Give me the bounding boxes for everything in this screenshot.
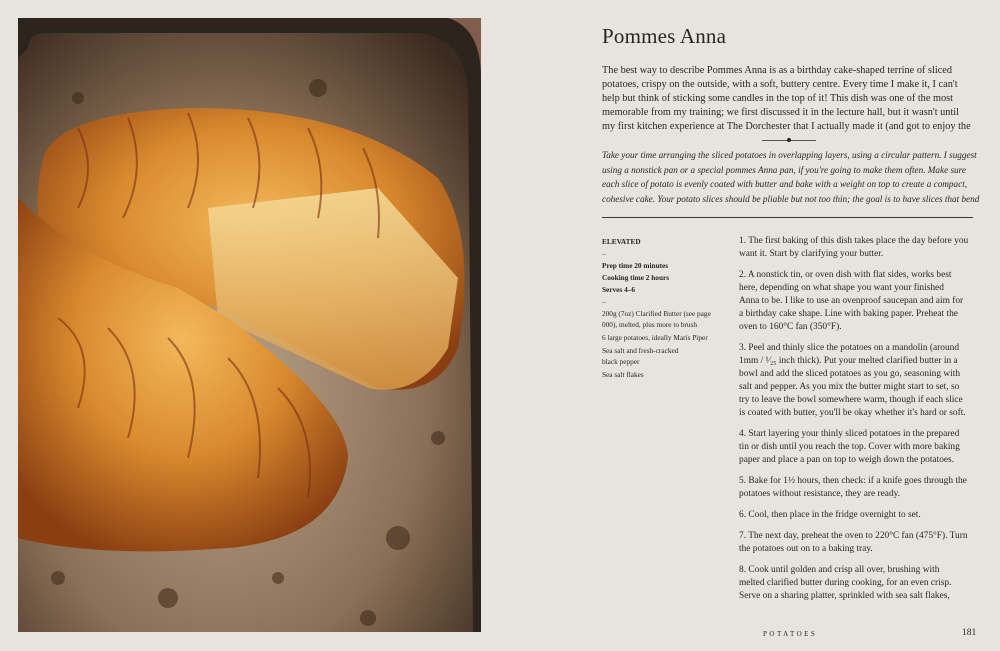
step-line: Serve on a sharing platter, sprinkled with sea salt flakes, (739, 591, 950, 601)
page-number: 181 (962, 628, 977, 638)
ingredient-line: black pepper (602, 357, 640, 366)
tip-line: using a nonstick pan or a special pommes Anna pan, if you're going to make them often. Make sure (602, 164, 966, 175)
step-line: melted clarified butter during cooking, for an even crisp. (739, 578, 952, 588)
step-line: oven to 160°C fan (350°F). (739, 322, 842, 332)
ingredient-line: 000), melted, plus more to brush (602, 320, 698, 329)
separator: – (602, 249, 606, 258)
method-step (739, 564, 968, 603)
tip-line: cohesive cake. Your potato slices should be pliable but not too thin; the goal is to have slices that bend (602, 193, 980, 204)
method-step (739, 342, 968, 420)
step-line: 6. Cool, then place in the fridge overnight to set. (739, 510, 921, 520)
step-line: a birthday cake shape. Line with baking paper. Preheat the (739, 309, 958, 319)
intro-line: The best way to describe Pommes Anna is as a birthday cake-shaped terrine of sliced (602, 65, 952, 76)
step-line: 1. The first baking of this dish takes place the day before you (739, 236, 969, 246)
step-line: want it. Start by clarifying your butter. (739, 249, 884, 259)
method-step (739, 475, 968, 501)
method-step (739, 509, 968, 522)
ornament-divider (762, 139, 816, 142)
step-line: the potatoes out on to a baking tray. (739, 544, 873, 554)
step-line: 7. The next day, preheat the oven to 220°C fan (475°F). Turn (739, 531, 968, 541)
step-line: potatoes without resistance, they are ready. (739, 489, 901, 499)
ingredient-item (602, 345, 732, 367)
step-line: salt and pepper. As you mix the butter might start to set, so (739, 382, 960, 392)
recipe-title: Pommes Anna (602, 24, 727, 48)
intro-line: help but think of sticking some candles in the top of it! This dish was one of the most (602, 93, 954, 104)
step-line: 1mm / ¹⁄₂₅ inch thick). Put your melted clarified butter in a (739, 356, 958, 366)
tip-line: Take your time arranging the sliced potatoes in overlapping layers, using a circular pattern. I suggest (602, 150, 977, 160)
ingredient-item (602, 369, 732, 380)
ingredient-line: Sea salt and fresh-cracked (602, 346, 679, 355)
intro-line: memorable from my training; we first discussed it in the lecture hall, but it wasn't until (602, 107, 960, 118)
cooking-time: Cooking time 2 hours (602, 273, 670, 282)
ingredient-line: 200g (7oz) Clarified Butter (see page (602, 309, 711, 318)
method-step (739, 428, 968, 467)
difficulty-level: ELEVATED (602, 237, 641, 246)
step-line: try to leave the bowl somewhere warm, though if each slice (739, 395, 963, 405)
method-steps (739, 235, 968, 611)
intro-line: potatoes, crispy on the outside, with a soft, buttery centre. Every time I make it, I can't (602, 79, 958, 90)
step-line: tin or dish until you reach the top. Cover with more baking (739, 442, 960, 452)
method-step (739, 235, 968, 261)
step-line: Anna to be. I like to use an ovenproof saucepan and aim for (739, 296, 964, 306)
separator: – (602, 297, 606, 306)
step-line: paper and place a pan on top to weigh down the potatoes. (739, 455, 955, 465)
chapter-footer: POTATOES (763, 630, 818, 638)
method-step (739, 269, 968, 334)
ingredient-item (602, 332, 732, 343)
serves: Serves 4–6 (602, 285, 636, 294)
section-rule (602, 217, 973, 218)
tip-line: each slice of potato is evenly coated with butter and bake with a weight on top to create a compact, (602, 179, 968, 189)
ingredient-item (602, 308, 732, 330)
prep-time: Prep time 20 minutes (602, 261, 669, 270)
intro-line: my first kitchen experience at The Dorchester that I actually made it (and got to enjoy the (602, 121, 971, 132)
recipe-meta (602, 236, 732, 382)
pommes-anna-photo (18, 18, 481, 632)
method-step (739, 530, 968, 556)
step-line: here, depending on what shape you want your finished (739, 283, 944, 293)
ingredient-line: 6 large potatoes, ideally Maris Piper (602, 333, 708, 342)
step-line: 4. Start layering your thinly sliced potatoes in the prepared (739, 429, 960, 439)
intro-paragraph (602, 64, 971, 134)
step-line: 5. Bake for 1½ hours, then check: if a knife goes through the (739, 476, 967, 486)
step-line: 3. Peel and thinly slice the potatoes on a mandolin (around (739, 343, 960, 353)
tip-paragraph (602, 148, 979, 206)
step-line: is coated with butter, you'll be okay whether it's hard or soft. (739, 408, 966, 418)
ingredient-list (602, 308, 732, 380)
step-line: 2. A nonstick tin, or oven dish with flat sides, works best (739, 270, 952, 280)
step-line: bowl and add the sliced potatoes as you go, seasoning with (739, 369, 961, 379)
step-line: 8. Cook until golden and crisp all over, brushing with (739, 565, 940, 575)
ingredient-line: Sea salt flakes (602, 370, 644, 379)
